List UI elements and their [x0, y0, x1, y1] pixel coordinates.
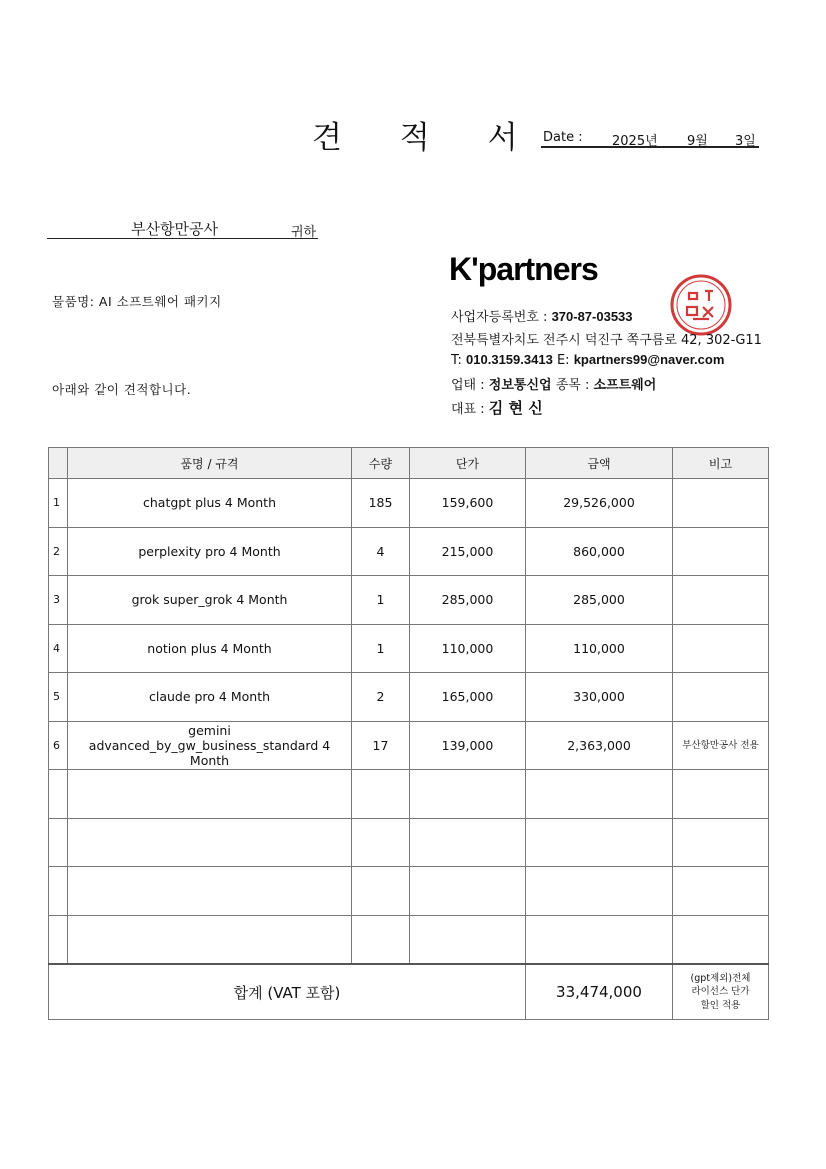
registration-number: 370-87-03533	[551, 309, 633, 324]
table-header-row	[49, 448, 769, 479]
row-number: 3	[49, 576, 68, 625]
item-name: claude pro 4 Month	[68, 673, 352, 722]
amount: 29,526,000	[526, 479, 673, 528]
item-name: notion plus 4 Month	[68, 624, 352, 673]
ceo-label: 대표 :	[451, 402, 485, 417]
quantity: 2	[352, 673, 410, 722]
recipient-honorific: 귀하	[291, 225, 317, 240]
item-name: chatgpt plus 4 Month	[68, 479, 352, 528]
row-number	[49, 867, 68, 916]
header-item: 품명 / 규격	[68, 448, 352, 479]
quotation-table	[48, 447, 769, 1020]
amount	[526, 867, 673, 916]
row-number: 6	[49, 721, 68, 770]
unit-price: 165,000	[410, 673, 526, 722]
quantity: 1	[352, 624, 410, 673]
amount	[526, 818, 673, 867]
product-name-line: 물품명: AI 소프트웨어 패키지	[52, 294, 222, 309]
quantity	[352, 867, 410, 916]
table-row	[49, 527, 769, 576]
biz-type-value: 정보통신업	[488, 378, 552, 393]
unit-price: 139,000	[410, 721, 526, 770]
company-contact	[451, 352, 724, 368]
total-value: 33,474,000	[526, 964, 673, 1020]
header-note: 비고	[673, 448, 769, 479]
remark	[673, 673, 769, 722]
date-line	[541, 130, 759, 148]
email-address: kpartners99@naver.com	[573, 352, 725, 367]
total-note	[673, 964, 769, 1020]
header-qty: 수량	[352, 448, 410, 479]
unit-price: 159,600	[410, 479, 526, 528]
recipient-line	[47, 218, 318, 239]
quantity: 1	[352, 576, 410, 625]
unit-price	[410, 770, 526, 819]
quantity	[352, 770, 410, 819]
remark	[673, 867, 769, 916]
remark	[673, 527, 769, 576]
unit-price	[410, 867, 526, 916]
item-name	[68, 867, 352, 916]
quantity: 4	[352, 527, 410, 576]
total-row	[49, 964, 769, 1020]
row-number	[49, 818, 68, 867]
quote-statement: 아래와 같이 견적합니다.	[52, 382, 192, 397]
date-year: 2025년	[612, 134, 658, 149]
unit-price: 285,000	[410, 576, 526, 625]
row-number	[49, 915, 68, 964]
biz-type-label: 업태 :	[451, 378, 485, 393]
row-number: 1	[49, 479, 68, 528]
amount	[526, 915, 673, 964]
document-title: 견 적 서	[312, 120, 542, 156]
table-row	[49, 915, 769, 964]
table-row	[49, 673, 769, 722]
remark	[673, 479, 769, 528]
remark	[673, 770, 769, 819]
item-name	[68, 915, 352, 964]
row-number: 4	[49, 624, 68, 673]
table-row	[49, 624, 769, 673]
remark: 부산항만공사 전용	[673, 721, 769, 770]
table-row	[49, 721, 769, 770]
quantity	[352, 818, 410, 867]
company-seal-stamp	[669, 273, 733, 337]
date-day: 3일	[735, 134, 756, 149]
amount	[526, 770, 673, 819]
item-name: gemini advanced_by_gw_business_standard 4 Month	[68, 721, 352, 770]
quantity: 17	[352, 721, 410, 770]
amount: 330,000	[526, 673, 673, 722]
quantity: 185	[352, 479, 410, 528]
total-note-line: (gpt제외)전체	[690, 973, 751, 985]
unit-price	[410, 915, 526, 964]
item-name: grok super_grok 4 Month	[68, 576, 352, 625]
remark	[673, 818, 769, 867]
unit-price: 215,000	[410, 527, 526, 576]
row-number: 5	[49, 673, 68, 722]
biz-item-value: 소프트웨어	[593, 378, 657, 393]
table-row	[49, 479, 769, 528]
item-name: perplexity pro 4 Month	[68, 527, 352, 576]
biz-item-label: 종목 :	[555, 378, 590, 393]
table-row	[49, 818, 769, 867]
amount: 2,363,000	[526, 721, 673, 770]
ceo-name: 김 현 신	[488, 399, 543, 417]
row-number	[49, 770, 68, 819]
company-address: 전북특별자치도 전주시 덕진구 쪽구름로 42, 302-G11	[451, 333, 762, 348]
quantity	[352, 915, 410, 964]
remark	[673, 915, 769, 964]
remark	[673, 576, 769, 625]
row-number: 2	[49, 527, 68, 576]
ceo-line	[451, 397, 543, 418]
tel-number: 010.3159.3413	[466, 352, 553, 367]
header-no	[49, 448, 68, 479]
company-logo: K'partners	[449, 251, 598, 287]
header-amount: 금액	[526, 448, 673, 479]
remark	[673, 624, 769, 673]
total-note-line: 라이선스 단가	[691, 986, 750, 998]
business-registration	[451, 306, 633, 325]
unit-price	[410, 818, 526, 867]
amount: 285,000	[526, 576, 673, 625]
amount: 860,000	[526, 527, 673, 576]
date-month: 9월	[687, 134, 708, 149]
date-label: Date :	[543, 130, 583, 145]
recipient-name: 부산항만공사	[131, 220, 218, 238]
table-row	[49, 576, 769, 625]
registration-label: 사업자등록번호 :	[451, 310, 548, 325]
item-name	[68, 770, 352, 819]
table-row	[49, 770, 769, 819]
email-label: E:	[556, 353, 570, 368]
table-row	[49, 867, 769, 916]
total-label: 합계 (VAT 포함)	[49, 964, 526, 1020]
unit-price: 110,000	[410, 624, 526, 673]
amount: 110,000	[526, 624, 673, 673]
business-type-line	[451, 374, 656, 393]
tel-label: T:	[451, 353, 462, 368]
header-unit-price: 단가	[410, 448, 526, 479]
item-name	[68, 818, 352, 867]
total-note-line: 할인 적용	[700, 999, 741, 1011]
